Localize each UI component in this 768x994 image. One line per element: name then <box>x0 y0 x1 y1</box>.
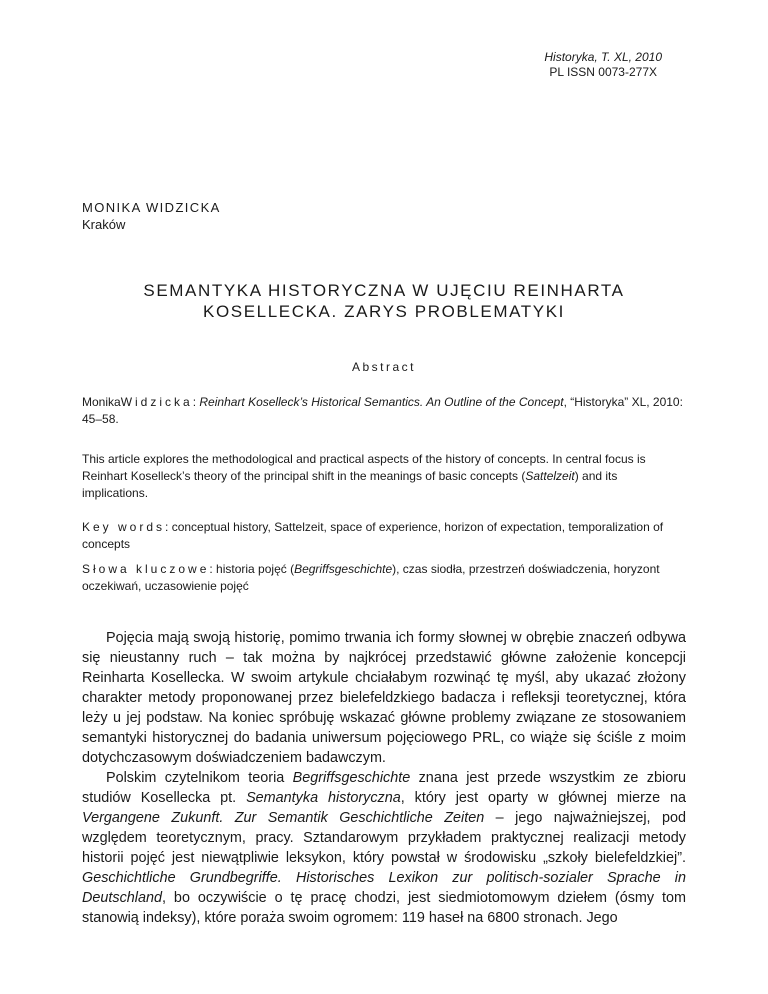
title-line-2: KOSELLECKA. ZARYS PROBLEMATYKI <box>203 302 565 321</box>
abstract-text-part: ) and its implications. <box>82 469 618 500</box>
slowa-text-part: : historia pojęć ( <box>209 562 295 576</box>
citation-title: Reinhart Koselleck’s Historical Semantics. An Outline of the Concept <box>199 395 564 409</box>
article-body <box>82 628 686 928</box>
journal-citation: Historyka, T. XL, 2010 <box>544 50 662 64</box>
paragraph-text: znana jest przede wszystkim ze zbioru studiów Kosellecka pt. <box>82 770 686 806</box>
keywords <box>82 519 686 553</box>
keywords-label: Key words <box>82 520 166 534</box>
slowa-kluczowe <box>82 561 686 595</box>
citation-first-name: Monika <box>82 395 121 409</box>
paragraph-italic: Semantyka historyczna <box>246 790 401 806</box>
paragraph-italic: Geschichtliche Grundbegriffe. Historisches Lexikon zur politisch-sozialer Sprache in Deutschland <box>82 870 686 906</box>
issn: PL ISSN 0073-277X <box>549 65 657 79</box>
abstract-text-italic: Sattelzeit <box>525 469 575 483</box>
slowa-label: Słowa kluczowe <box>82 562 210 576</box>
abstract-citation <box>82 394 686 428</box>
citation-surname: Widzicka <box>120 395 193 409</box>
paragraph-text: Polskim czytelnikom teoria <box>106 770 293 786</box>
keywords-text: : conceptual history, Sattelzeit, space of experience, horizon of expectation, temporalization of concepts <box>82 520 664 551</box>
paragraph-text: , bo oczywiście o tę pracę chodzi, jest siedmiotomowym dziełem (ósmy tom stanowią indeksy), które poraża swoim ogromem: 119 haseł na 6800 stronach. Jego <box>82 890 686 926</box>
abstract-text-part: This article explores the methodological and practical aspects of the history of concepts. In central focus is Reinhart Koselleck’s theory of the principal shift in the meanings of basic concepts ( <box>82 452 646 483</box>
author-name: MONIKA WIDZICKA <box>82 200 221 215</box>
slowa-text-italic: Begriffsgeschichte <box>294 562 393 576</box>
paragraph-italic: Begriffsgeschichte <box>292 770 411 786</box>
article-title <box>82 280 686 322</box>
journal-header <box>544 50 662 80</box>
citation-rest: , “Historyka” XL, 2010: 45–58. <box>82 395 683 426</box>
slowa-text-part: ), czas siodła, przestrzeń doświadczenia, horyzont oczekiwań, uczasowienie pojęć <box>82 562 660 593</box>
paragraph-2 <box>82 768 686 928</box>
paragraph-italic: Vergangene Zukunft. Zur Semantik Geschichtliche Zeiten <box>82 810 485 826</box>
paragraph-text: – jego najważniejszej, pod względem teoretycznym, pracy. Sztandarowym przykładem praktycznej realizacji metody historii pojęć jest niewątpliwie leksykon, który powstał w środowisku „szkoły bielefeldzkiej”. <box>82 810 687 866</box>
author-block <box>82 199 221 233</box>
title-line-1: SEMANTYKA HISTORYCZNA W UJĘCIU REINHARTA <box>143 281 625 300</box>
author-city: Kraków <box>82 217 126 232</box>
abstract-text <box>82 451 686 502</box>
paragraph-1: Pojęcia mają swoją historię, pomimo trwania ich formy słownej w obrębie znaczeń odbywa się nieustanny ruch – tak można by najkrócej przedstawić główne założenie koncepcji Reinharta Kosellecka. W swoim artykule chciałabym rozwinąć tę myśl, aby ukazać złożony charakter metody proponowanej przez bielefeldzkiego badacza i refleksji teoretycznej, która leży u jej podstaw. Na koniec spróbuję wskazać główne problemy związane ze stosowaniem semantyki historycznej do badania uniwersum pojęciowego PRL, co wiąże się ściśle z moim dotychczasowym doświadczeniem badawczym. <box>82 630 686 766</box>
abstract-heading: Abstract <box>351 360 416 374</box>
citation-colon: : <box>192 395 197 409</box>
paragraph-text: , który jest oparty w głównej mierze na <box>400 790 686 806</box>
